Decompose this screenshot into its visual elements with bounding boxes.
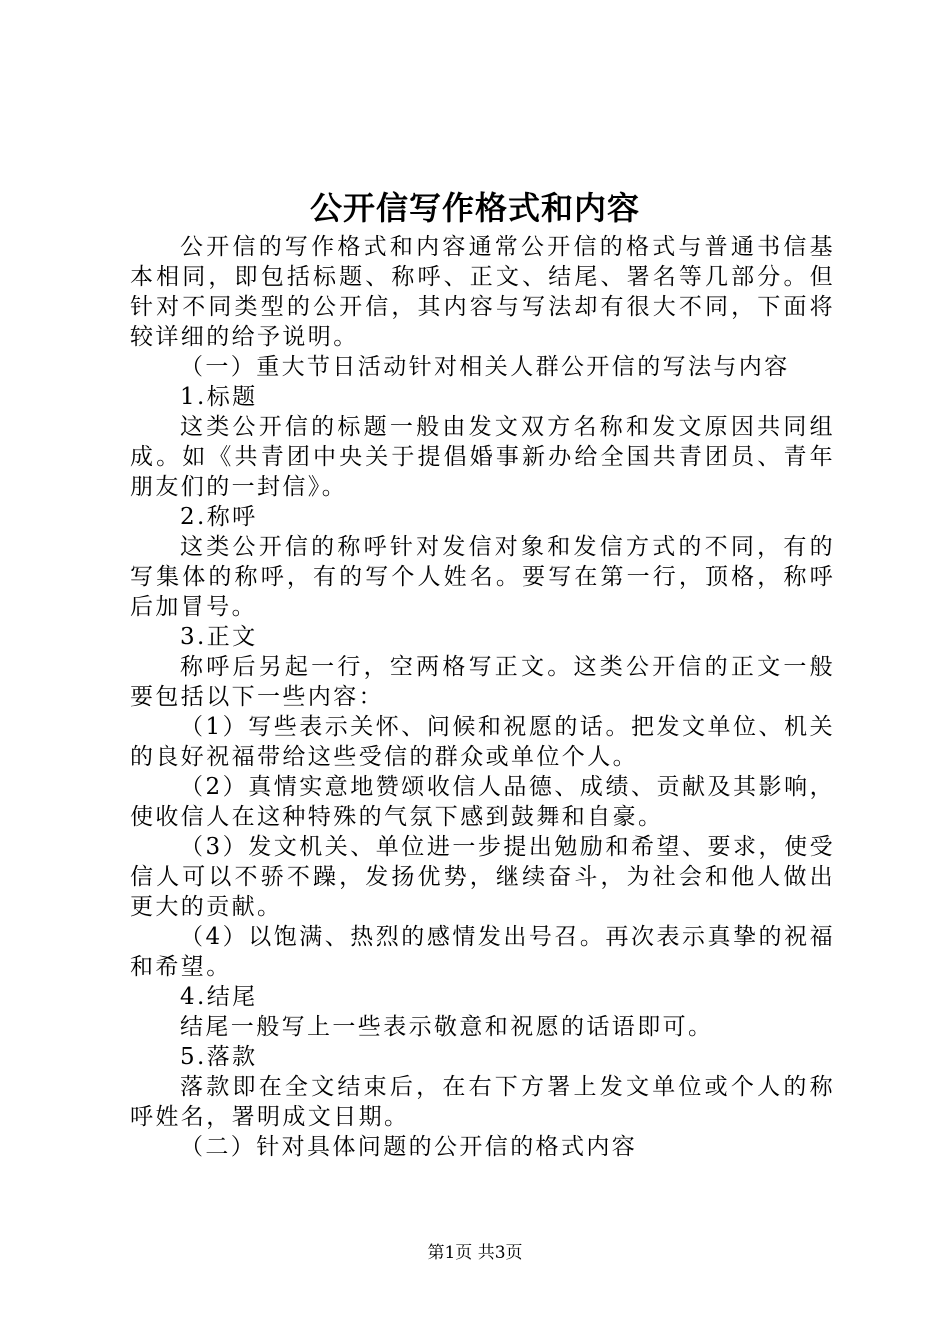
intro-paragraph: 公开信的写作格式和内容通常公开信的格式与普通书信基本相同，即包括标题、称呼、正文、结尾、署名等几部分。但针对不同类型的公开信，其内容与写法却有很大不同，下面将较详细的给予说明。 — [130, 234, 835, 350]
document-title: 公开信写作格式和内容 — [309, 189, 640, 227]
subheading-title: 1.标题 — [180, 384, 258, 410]
paragraph-signature-desc: 落款即在全文结束后，在右下方署上发文单位或个人的称呼姓名，署明成文日期。 — [130, 1074, 835, 1130]
section-heading-2: （二）针对具体问题的公开信的格式内容 — [180, 1134, 638, 1160]
list-item-3: （3）发文机关、单位进一步提出勉励和希望、要求，使受信人可以不骄不躁，发扬优势，继续奋斗，为社会和他人做出更大的贡献。 — [130, 834, 835, 920]
subheading-salutation: 2.称呼 — [180, 504, 258, 530]
page-number-footer: 第1页 共3页 — [427, 1243, 523, 1263]
subheading-body: 3.正文 — [180, 624, 258, 650]
document-body — [130, 232, 835, 1162]
paragraph-body-desc: 称呼后另起一行，空两格写正文。这类公开信的正文一般要包括以下一些内容： — [130, 654, 835, 710]
section-heading-1: （一）重大节日活动针对相关人群公开信的写法与内容 — [180, 354, 790, 380]
paragraph-ending-desc: 结尾一般写上一些表示敬意和祝愿的话语即可。 — [180, 1014, 714, 1040]
subheading-signature: 5.落款 — [180, 1044, 258, 1070]
list-item-1: （1）写些表示关怀、问候和祝愿的话。把发文单位、机关的良好祝福带给这些受信的群众或单位个人。 — [130, 714, 835, 770]
subheading-ending: 4.结尾 — [180, 984, 258, 1010]
paragraph-salutation-desc: 这类公开信的称呼针对发信对象和发信方式的不同，有的写集体的称呼，有的写个人姓名。要写在第一行，顶格，称呼后加冒号。 — [130, 534, 835, 620]
list-item-4: （4）以饱满、热烈的感情发出号召。再次表示真挚的祝福和希望。 — [130, 924, 835, 980]
list-item-2: （2）真情实意地赞颂收信人品德、成绩、贡献及其影响，使收信人在这种特殊的气氛下感到鼓舞和自豪。 — [130, 774, 835, 830]
paragraph-title-desc: 这类公开信的标题一般由发文双方名称和发文原因共同组成。如《共青团中央关于提倡婚事新办给全国共青团员、青年朋友们的一封信》。 — [130, 414, 835, 500]
